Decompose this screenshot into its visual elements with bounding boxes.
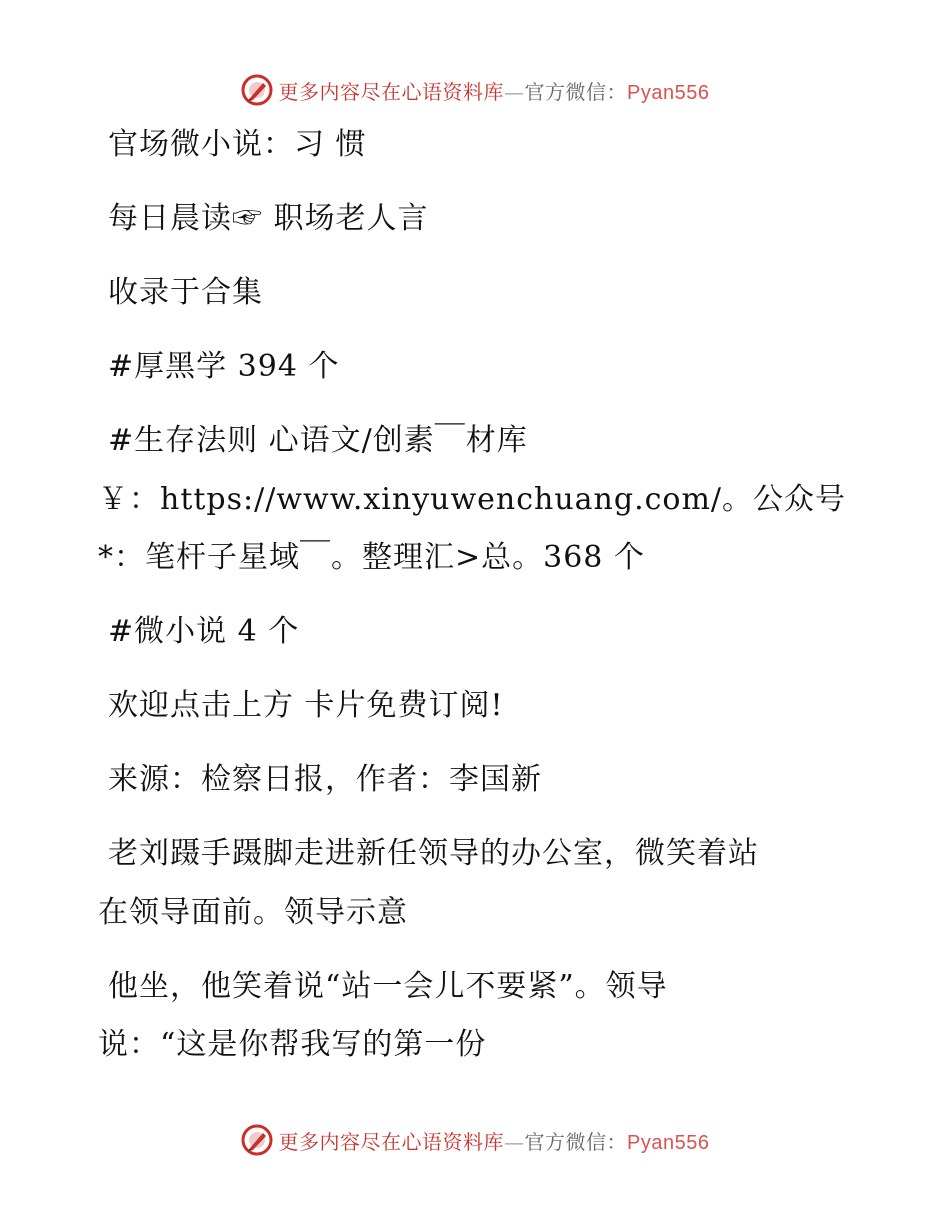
- text-line: 欢迎点击上方 卡片免费订阅!: [108, 688, 504, 723]
- banner-wechat-id: Pyan556: [627, 81, 710, 104]
- banner-label: 官方微信：: [524, 1129, 628, 1154]
- banner-text: [279, 76, 710, 105]
- text-line: 收录于合集: [108, 275, 263, 310]
- text-line: #生存法则 心语文/创素￣材库: [108, 423, 528, 458]
- text-line: 每日晨读☞ 职场老人言: [108, 201, 429, 236]
- text-line: 官场微小说：习 惯: [108, 127, 367, 162]
- text-line: *：笔杆子星域￣。整理汇>总。368 个: [98, 540, 645, 575]
- text-line: ￥：https://www.xinyuwenchuang.com/。公众号: [98, 482, 847, 517]
- header-banner: [0, 70, 950, 110]
- text-line: 他坐，他笑着说“站一会儿不要紧”。领导: [108, 969, 668, 1004]
- banner-dash: —: [504, 1129, 525, 1154]
- banner-dash: —: [504, 79, 525, 104]
- text-line: #厚黑学 394 个: [108, 349, 340, 384]
- pen-logo-icon: [241, 1124, 273, 1156]
- banner-main-text: 更多内容尽在心语资料库: [278, 1129, 505, 1154]
- text-line: 老刘蹑手蹑脚走进新任领导的办公室，微笑着站: [108, 836, 759, 871]
- text-line: 来源：检察日报，作者：李国新: [108, 762, 542, 797]
- footer-banner: [0, 1120, 950, 1160]
- pen-logo-icon: [241, 74, 273, 106]
- text-line: 说：“这是你帮我写的第一份: [98, 1027, 487, 1062]
- banner-wechat-id: Pyan556: [627, 1131, 710, 1154]
- banner-label: 官方微信：: [524, 79, 628, 104]
- text-line: #微小说 4 个: [108, 614, 300, 649]
- banner-text: [279, 1126, 710, 1155]
- banner-main-text: 更多内容尽在心语资料库: [278, 79, 505, 104]
- text-line: 在领导面前。领导示意: [98, 895, 408, 930]
